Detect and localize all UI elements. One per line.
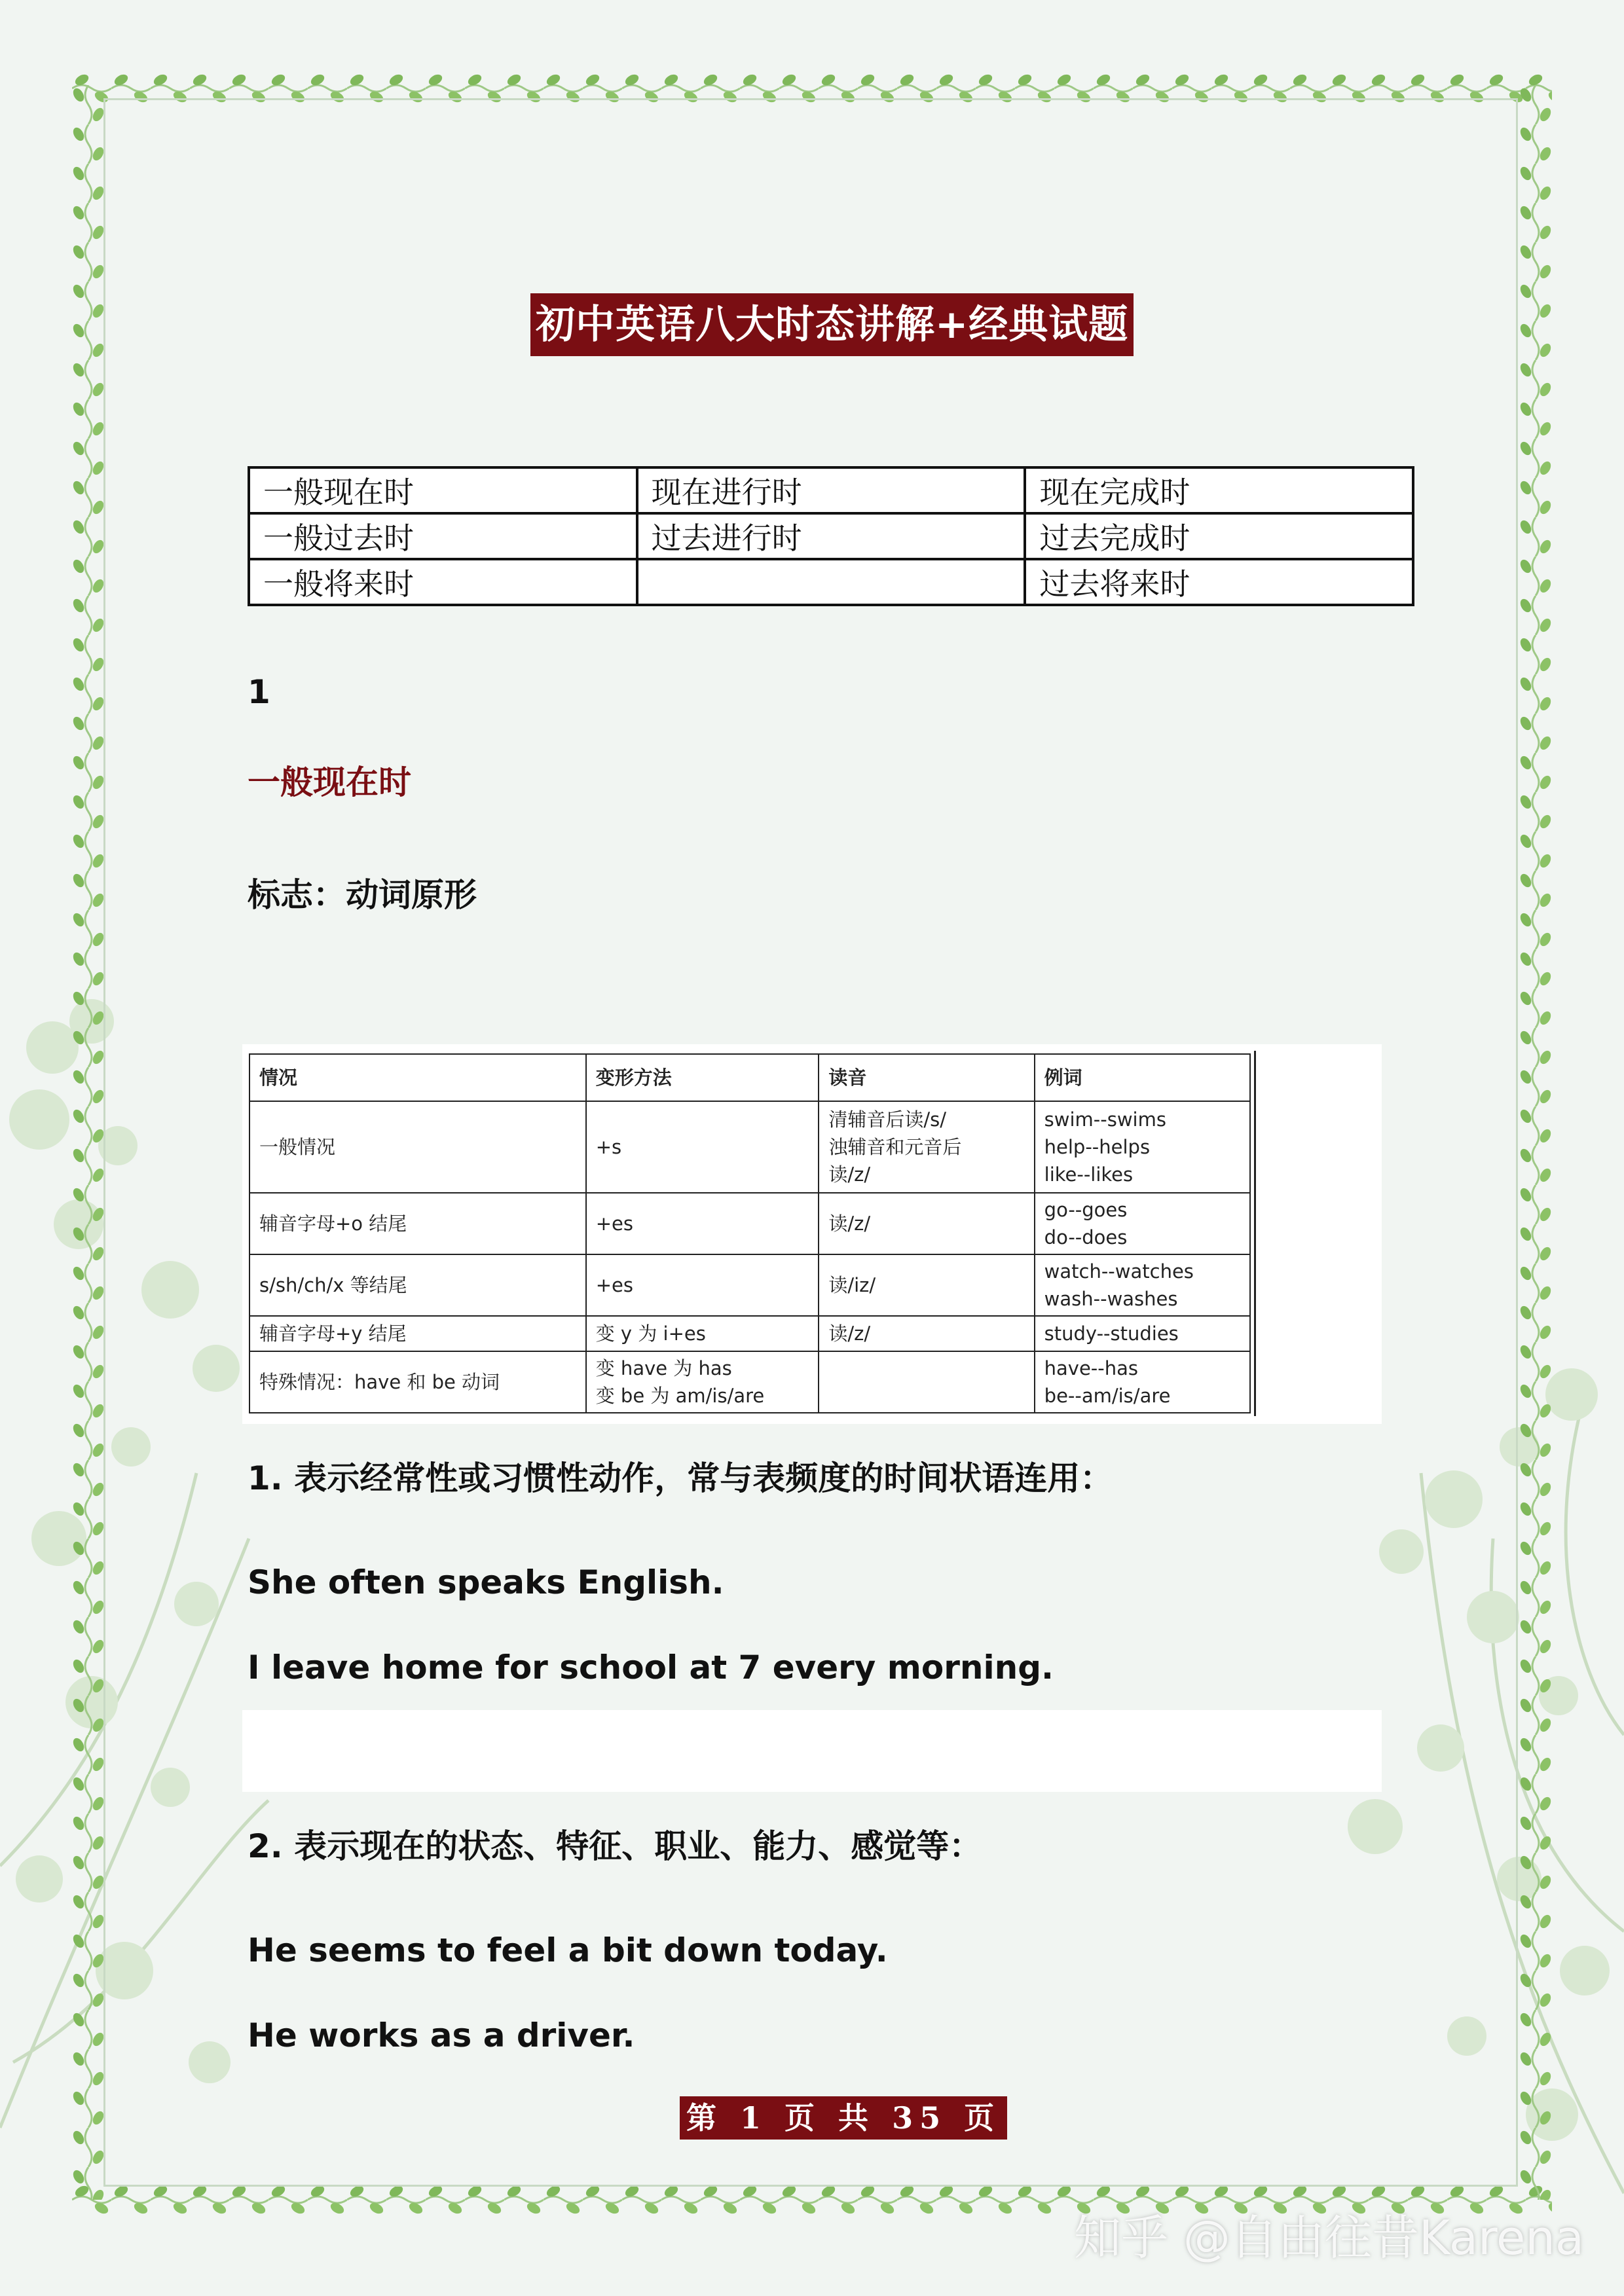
conjugation-rule-table — [249, 1053, 1251, 1413]
table-cell — [637, 559, 1025, 605]
example-cell: have--has be--am/is/are — [1035, 1351, 1250, 1413]
usage-1-example-1: She often speaks English. — [248, 1563, 724, 1601]
case-cell: s/sh/ch/x 等结尾 — [249, 1254, 586, 1316]
table-row — [249, 1316, 1250, 1351]
usage-1-example-2: I leave home for school at 7 every morning. — [248, 1649, 1054, 1686]
case-cell: 一般情况 — [249, 1101, 586, 1193]
sound-cell: 读/iz/ — [819, 1254, 1034, 1316]
method-cell: 变 y 为 i+es — [586, 1316, 819, 1351]
table-row — [249, 559, 1413, 605]
table-cell: 现在进行时 — [637, 467, 1025, 513]
column-header: 变形方法 — [586, 1054, 819, 1101]
method-cell: +es — [586, 1193, 819, 1254]
usage-2-heading: 2. 表示现在的状态、特征、职业、能力、感觉等： — [248, 1827, 982, 1865]
table-cell: 过去将来时 — [1025, 559, 1413, 605]
sound-cell: 读/z/ — [819, 1316, 1034, 1351]
table-row — [249, 1101, 1250, 1193]
table-row — [249, 1193, 1250, 1254]
case-cell: 辅音字母+o 结尾 — [249, 1193, 586, 1254]
conjugation-rule-panel — [242, 1044, 1382, 1424]
section-sign: 标志：动词原形 — [248, 876, 477, 914]
column-header: 情况 — [249, 1054, 586, 1101]
case-cell: 特殊情况：have 和 be 动词 — [249, 1351, 586, 1413]
usage-2-example-2: He works as a driver. — [248, 2016, 635, 2054]
method-cell: +es — [586, 1254, 819, 1316]
method-cell: +s — [586, 1101, 819, 1193]
example-cell: watch--watches wash--washes — [1035, 1254, 1250, 1316]
table-cell: 过去完成时 — [1025, 513, 1413, 559]
table-row — [249, 1351, 1250, 1413]
table-cell: 一般将来时 — [249, 559, 637, 605]
vine-border-right — [1513, 85, 1559, 2200]
table-row — [249, 467, 1413, 513]
example-cell: study--studies — [1035, 1316, 1250, 1351]
table-cell: 一般现在时 — [249, 467, 637, 513]
tense-overview-table — [248, 466, 1414, 606]
usage-2-example-1: He seems to feel a bit down today. — [248, 1931, 888, 1969]
table-cell: 过去进行时 — [637, 513, 1025, 559]
table-cell: 一般过去时 — [249, 513, 637, 559]
example-cell: swim--swims help--helps like--likes — [1035, 1101, 1250, 1193]
blank-band — [242, 1710, 1382, 1792]
method-cell: 变 have 为 has 变 be 为 am/is/are — [586, 1351, 819, 1413]
page-number: 第 1 页 共 35 页 — [680, 2096, 1007, 2140]
column-header: 读音 — [819, 1054, 1034, 1101]
table-row — [249, 513, 1413, 559]
sound-cell: 清辅音后读/s/ 浊辅音和元音后 读/z/ — [819, 1101, 1034, 1193]
watermark: 知乎 @自由往昔Karena — [1074, 2210, 1585, 2265]
sound-cell — [819, 1351, 1034, 1413]
section-title: 一般现在时 — [248, 763, 411, 801]
table-edge-line — [1254, 1051, 1256, 1416]
section-number: 1 — [248, 673, 270, 711]
example-cell: go--goes do--does — [1035, 1193, 1250, 1254]
sound-cell: 读/z/ — [819, 1193, 1034, 1254]
table-header-row — [249, 1054, 1250, 1101]
table-row — [249, 1254, 1250, 1316]
column-header: 例词 — [1035, 1054, 1250, 1101]
page-title: 初中英语八大时态讲解+经典试题 — [530, 293, 1134, 356]
case-cell: 辅音字母+y 结尾 — [249, 1316, 586, 1351]
usage-1-heading: 1. 表示经常性或习惯性动作，常与表频度的时间状语连用： — [248, 1459, 1113, 1497]
table-cell: 现在完成时 — [1025, 467, 1413, 513]
